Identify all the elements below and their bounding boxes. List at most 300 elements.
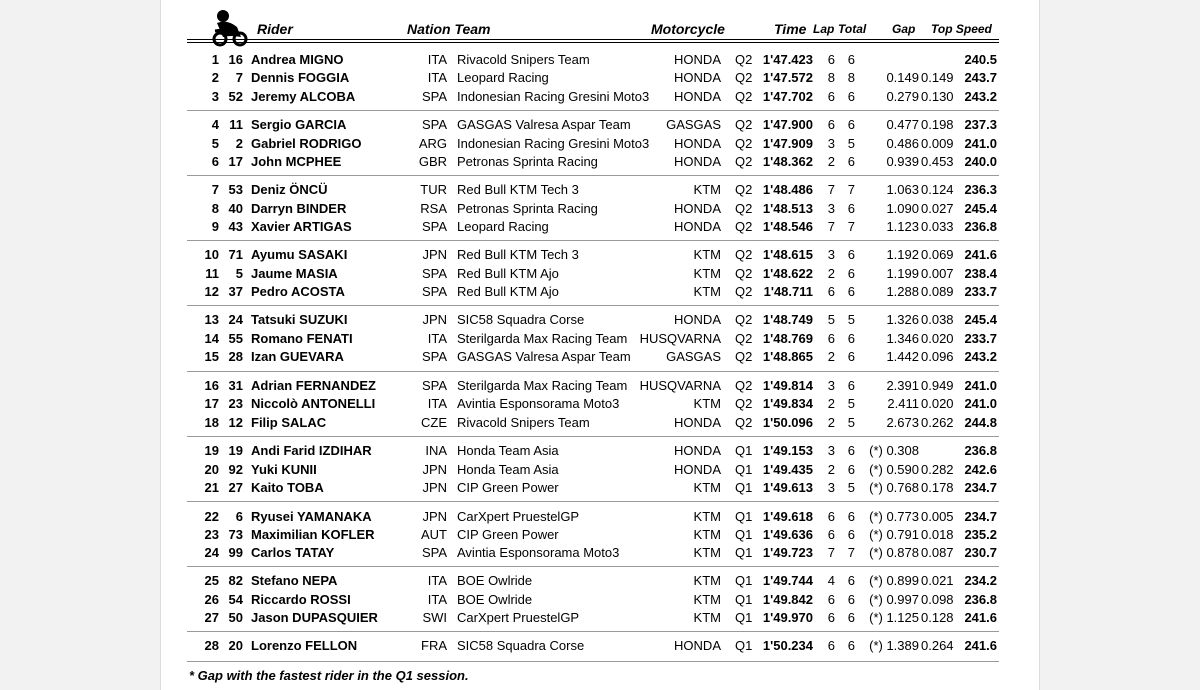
top-speed: 237.3: [964, 117, 997, 132]
total-laps: 7: [847, 182, 855, 197]
gap-to-first: (*) 0.878: [869, 545, 919, 560]
group-separator: [187, 240, 999, 241]
top-speed: 240.0: [964, 154, 997, 169]
gap-to-previous: 0.130: [921, 89, 954, 104]
rider-name: John MCPHEE: [251, 154, 342, 169]
header-rule: [187, 39, 999, 40]
rider-number: 53: [228, 182, 243, 197]
motorcycle-brand: KTM: [693, 610, 721, 625]
rider-position: 20: [204, 462, 219, 477]
rider-number: 43: [228, 219, 243, 234]
motorcycle-brand: KTM: [693, 396, 721, 411]
rider-number: 73: [228, 527, 243, 542]
top-speed: 234.7: [964, 509, 997, 524]
header-top-speed: Top Speed: [931, 22, 992, 36]
gap-to-previous: 0.453: [921, 154, 954, 169]
rider-position: 25: [204, 573, 219, 588]
rider-position: 11: [205, 266, 219, 281]
gap-to-first: 2.411: [887, 396, 919, 411]
header-rider: Rider: [257, 21, 293, 37]
best-lap-number: 2: [827, 415, 835, 430]
motorcycle-brand: HONDA: [674, 89, 721, 104]
total-laps: 6: [847, 462, 855, 477]
top-speed: 236.3: [964, 182, 997, 197]
top-speed: 241.6: [964, 247, 997, 262]
motorcycle-brand: HONDA: [674, 638, 721, 653]
rider-number: 92: [228, 462, 243, 477]
team-name: Rivacold Snipers Team: [457, 415, 590, 430]
rider-position: 23: [204, 527, 219, 542]
total-laps: 6: [847, 638, 855, 653]
session-label: Q2: [735, 266, 753, 281]
top-speed: 241.0: [964, 136, 997, 151]
table-row: [187, 219, 999, 237]
gap-to-previous: 0.096: [921, 349, 954, 364]
rider-name: Stefano NEPA: [251, 573, 338, 588]
session-label: Q2: [735, 136, 753, 151]
rider-name: Kaito TOBA: [251, 480, 324, 495]
lap-time: 1'48.615: [762, 247, 813, 262]
top-speed: 234.7: [964, 480, 997, 495]
total-laps: 6: [847, 117, 855, 132]
gap-to-previous: 0.009: [921, 136, 954, 151]
table-row: [187, 527, 999, 545]
session-label: Q2: [735, 154, 753, 169]
total-laps: 5: [847, 396, 855, 411]
motorcycle-rider-icon: [209, 7, 249, 47]
table-row: [187, 480, 999, 498]
best-lap-number: 7: [827, 219, 835, 234]
team-name: SIC58 Squadra Corse: [457, 638, 585, 653]
rider-name: Jaume MASIA: [251, 266, 338, 281]
gap-to-previous: 0.007: [921, 266, 954, 281]
rider-number: 27: [228, 480, 243, 495]
table-row: [187, 573, 999, 591]
table-row: [187, 331, 999, 349]
footnote: * Gap with the fastest rider in the Q1 session.: [189, 668, 469, 683]
lap-time: 1'49.723: [762, 545, 813, 560]
group-separator: [187, 371, 999, 372]
rider-name: Riccardo ROSSI: [251, 592, 351, 607]
total-laps: 6: [847, 284, 855, 299]
lap-time: 1'49.834: [762, 396, 813, 411]
total-laps: 7: [847, 219, 855, 234]
rider-number: 23: [228, 396, 243, 411]
top-speed: 236.8: [964, 443, 997, 458]
best-lap-number: 6: [827, 117, 835, 132]
results-sheet: [160, 0, 1040, 690]
team-name: SIC58 Squadra Corse: [457, 312, 585, 327]
total-laps: 5: [847, 312, 855, 327]
table-row: [187, 52, 999, 70]
best-lap-number: 6: [827, 610, 835, 625]
rider-position: 26: [204, 592, 219, 607]
table-row: [187, 545, 999, 563]
total-laps: 5: [847, 415, 855, 430]
motorcycle-brand: HONDA: [674, 201, 721, 216]
rider-position: 13: [204, 312, 219, 327]
gap-to-first: (*) 0.997: [869, 592, 919, 607]
gap-to-previous: 0.027: [921, 201, 954, 216]
best-lap-number: 3: [827, 378, 835, 393]
team-name: Red Bull KTM Ajo: [457, 284, 559, 299]
total-laps: 6: [847, 52, 855, 67]
gap-to-previous: 0.178: [921, 480, 954, 495]
total-laps: 6: [847, 266, 855, 281]
lap-time: 1'49.970: [762, 610, 813, 625]
gap-to-first: 0.939: [886, 154, 919, 169]
lap-time: 1'49.153: [762, 443, 813, 458]
gap-to-previous: 0.949: [921, 378, 954, 393]
table-row: [187, 378, 999, 396]
rider-name: Pedro ACOSTA: [251, 284, 345, 299]
team-name: Indonesian Racing Gresini Moto3: [457, 89, 650, 104]
rider-position: 17: [204, 396, 219, 411]
rider-number: 5: [235, 266, 243, 281]
motorcycle-brand: HONDA: [674, 443, 721, 458]
rider-position: 19: [204, 443, 219, 458]
nation-code: GBR: [418, 154, 447, 169]
lap-time: 1'50.234: [762, 638, 813, 653]
team-name: Indonesian Racing Gresini Moto3: [457, 136, 650, 151]
team-name: CarXpert PruestelGP: [457, 610, 580, 625]
rider-name: Deniz ÖNCÜ: [251, 182, 328, 197]
session-label: Q2: [735, 349, 753, 364]
gap-to-first: 1.346: [886, 331, 919, 346]
rider-number: 54: [228, 592, 243, 607]
team-name: Rivacold Snipers Team: [457, 52, 590, 67]
nation-code: SPA: [421, 266, 447, 281]
gap-to-previous: 0.198: [921, 117, 954, 132]
top-speed: 241.0: [964, 378, 997, 393]
rider-position: 14: [204, 331, 219, 346]
best-lap-number: 8: [827, 70, 835, 85]
group-separator: [187, 305, 999, 306]
table-row: [187, 312, 999, 330]
gap-to-previous: 0.033: [921, 219, 954, 234]
nation-code: ITA: [427, 331, 447, 346]
rider-number: 31: [228, 378, 243, 393]
lap-time: 1'50.096: [762, 415, 813, 430]
motorcycle-brand: HONDA: [674, 219, 721, 234]
gap-to-first: 2.673: [886, 415, 919, 430]
nation-code: FRA: [421, 638, 447, 653]
table-row: [187, 201, 999, 219]
nation-code: AUT: [421, 527, 447, 542]
rider-name: Adrian FERNANDEZ: [251, 378, 376, 393]
rider-position: 2: [211, 70, 219, 85]
top-speed: 241.6: [964, 638, 997, 653]
rider-position: 24: [204, 545, 219, 560]
top-speed: 245.4: [964, 312, 997, 327]
nation-code: ITA: [427, 573, 447, 588]
gap-to-first: (*) 0.899: [869, 573, 919, 588]
rider-position: 21: [204, 480, 219, 495]
gap-to-first: (*) 0.791: [869, 527, 919, 542]
gap-to-previous: 0.018: [921, 527, 954, 542]
rider-position: 10: [204, 247, 219, 262]
nation-code: SPA: [421, 284, 447, 299]
nation-code: RSA: [420, 201, 447, 216]
rider-number: 6: [235, 509, 243, 524]
group-separator: [187, 436, 999, 437]
table-row: [187, 70, 999, 88]
total-laps: 8: [847, 70, 855, 85]
top-speed: 240.5: [964, 52, 997, 67]
best-lap-number: 2: [827, 349, 835, 364]
best-lap-number: 3: [827, 247, 835, 262]
rider-name: Izan GUEVARA: [251, 349, 344, 364]
gap-to-first: 0.486: [886, 136, 919, 151]
team-name: Red Bull KTM Ajo: [457, 266, 559, 281]
motorcycle-brand: HONDA: [674, 462, 721, 477]
motorcycle-brand: KTM: [693, 480, 721, 495]
best-lap-number: 2: [827, 266, 835, 281]
rider-number: 20: [228, 638, 243, 653]
motorcycle-brand: KTM: [693, 509, 721, 524]
top-speed: 234.2: [964, 573, 997, 588]
motorcycle-brand: KTM: [693, 545, 721, 560]
rider-number: 19: [228, 443, 243, 458]
team-name: CIP Green Power: [457, 527, 559, 542]
gap-to-previous: 0.262: [921, 415, 954, 430]
gap-to-previous: 0.020: [921, 331, 954, 346]
best-lap-number: 6: [827, 509, 835, 524]
group-separator: [187, 175, 999, 176]
header-total: Total: [838, 22, 867, 36]
gap-to-first: (*) 0.768: [869, 480, 919, 495]
team-name: Leopard Racing: [457, 70, 549, 85]
gap-to-previous: 0.282: [921, 462, 954, 477]
gap-to-first: 1.442: [886, 349, 919, 364]
best-lap-number: 6: [827, 331, 835, 346]
motorcycle-brand: HONDA: [674, 136, 721, 151]
rider-name: Ayumu SASAKI: [251, 247, 348, 262]
table-row: [187, 509, 999, 527]
session-label: Q1: [735, 592, 753, 607]
best-lap-number: 6: [827, 284, 835, 299]
top-speed: 236.8: [964, 592, 997, 607]
gap-to-first: 0.149: [886, 70, 919, 85]
gap-to-previous: 0.128: [921, 610, 954, 625]
table-row: [187, 266, 999, 284]
lap-time: 1'47.900: [762, 117, 813, 132]
gap-to-previous: 0.021: [921, 573, 954, 588]
nation-code: SPA: [421, 349, 447, 364]
rider-number: 82: [228, 573, 243, 588]
rider-name: Romano FENATI: [251, 331, 353, 346]
table-row: [187, 136, 999, 154]
total-laps: 6: [847, 349, 855, 364]
gap-to-first: 1.090: [886, 201, 919, 216]
rider-name: Darryn BINDER: [251, 201, 347, 216]
motorcycle-brand: HONDA: [674, 312, 721, 327]
session-label: Q2: [735, 415, 753, 430]
rider-name: Jason DUPASQUIER: [251, 610, 378, 625]
team-name: Avintia Esponsorama Moto3: [457, 545, 620, 560]
lap-time: 1'48.486: [762, 182, 813, 197]
rider-position: 3: [211, 89, 219, 104]
rider-name: Xavier ARTIGAS: [251, 219, 352, 234]
table-row: [187, 117, 999, 135]
gap-to-first: (*) 1.389: [869, 638, 919, 653]
nation-code: SPA: [421, 89, 447, 104]
team-name: Petronas Sprinta Racing: [457, 201, 598, 216]
nation-code: ITA: [427, 52, 447, 67]
nation-code: SPA: [421, 378, 447, 393]
best-lap-number: 7: [827, 545, 835, 560]
session-label: Q1: [735, 443, 753, 458]
top-speed: 236.8: [964, 219, 997, 234]
motorcycle-brand: HUSQVARNA: [639, 331, 721, 346]
gap-to-previous: 0.005: [921, 509, 954, 524]
top-speed: 233.7: [964, 284, 997, 299]
nation-code: ITA: [427, 396, 447, 411]
total-laps: 6: [847, 509, 855, 524]
total-laps: 5: [847, 480, 855, 495]
total-laps: 6: [847, 527, 855, 542]
rider-position: 8: [211, 201, 219, 216]
nation-code: SPA: [421, 219, 447, 234]
rider-number: 52: [228, 89, 243, 104]
team-name: CarXpert PruestelGP: [457, 509, 580, 524]
motorcycle-brand: KTM: [693, 182, 721, 197]
session-label: Q2: [735, 284, 753, 299]
rider-name: Andrea MIGNO: [251, 52, 344, 67]
nation-code: ARG: [418, 136, 447, 151]
motorcycle-brand: GASGAS: [666, 349, 721, 364]
session-label: Q2: [735, 89, 753, 104]
best-lap-number: 2: [827, 462, 835, 477]
best-lap-number: 7: [827, 182, 835, 197]
top-speed: 243.2: [964, 349, 997, 364]
rider-number: 12: [228, 415, 243, 430]
table-row: [187, 154, 999, 172]
total-laps: 6: [847, 247, 855, 262]
nation-code: CZE: [421, 415, 447, 430]
session-label: Q1: [735, 573, 753, 588]
table-row: [187, 247, 999, 265]
best-lap-number: 6: [827, 527, 835, 542]
table-row: [187, 284, 999, 302]
nation-code: INA: [425, 443, 447, 458]
rider-name: Andi Farid IZDIHAR: [251, 443, 372, 458]
gap-to-previous: 0.089: [921, 284, 954, 299]
top-speed: 230.7: [964, 545, 997, 560]
gap-to-first: (*) 0.308: [869, 443, 919, 458]
rider-position: 28: [204, 638, 219, 653]
nation-code: JPN: [422, 509, 447, 524]
session-label: Q2: [735, 182, 753, 197]
rider-number: 17: [228, 154, 243, 169]
nation-code: JPN: [422, 480, 447, 495]
table-row: [187, 349, 999, 367]
nation-code: SPA: [421, 117, 447, 132]
rider-name: Tatsuki SUZUKI: [251, 312, 348, 327]
rider-number: 24: [228, 312, 243, 327]
table-row: [187, 89, 999, 107]
rider-name: Sergio GARCIA: [251, 117, 347, 132]
session-label: Q1: [735, 480, 753, 495]
lap-time: 1'47.909: [762, 136, 813, 151]
rider-position: 15: [204, 349, 219, 364]
rider-number: 11: [229, 117, 243, 132]
top-speed: 243.7: [964, 70, 997, 85]
gap-to-first: (*) 0.773: [869, 509, 919, 524]
best-lap-number: 3: [827, 480, 835, 495]
team-name: CIP Green Power: [457, 480, 559, 495]
gap-to-first: 0.279: [886, 89, 919, 104]
lap-time: 1'48.546: [762, 219, 813, 234]
rider-position: 7: [211, 182, 219, 197]
total-laps: 6: [847, 331, 855, 346]
gap-to-first: 1.192: [886, 247, 919, 262]
rider-position: 27: [204, 610, 219, 625]
header-nation-team: Nation Team: [407, 21, 491, 37]
motorcycle-brand: KTM: [693, 284, 721, 299]
session-label: Q1: [735, 610, 753, 625]
gap-to-first: 1.063: [886, 182, 919, 197]
motorcycle-brand: HUSQVARNA: [639, 378, 721, 393]
gap-to-previous: 0.149: [921, 70, 954, 85]
team-name: GASGAS Valresa Aspar Team: [457, 349, 631, 364]
top-speed: 241.6: [964, 610, 997, 625]
header-motorcycle: Motorcycle: [651, 21, 725, 37]
motorcycle-brand: HONDA: [674, 70, 721, 85]
top-speed: 244.8: [964, 415, 997, 430]
team-name: BOE Owlride: [457, 592, 533, 607]
table-row: [187, 610, 999, 628]
best-lap-number: 6: [827, 638, 835, 653]
rider-name: Filip SALAC: [251, 415, 327, 430]
session-label: Q2: [735, 331, 753, 346]
best-lap-number: 4: [827, 573, 835, 588]
motorcycle-brand: GASGAS: [666, 117, 721, 132]
rider-number: 7: [235, 70, 243, 85]
gap-to-first: 1.199: [886, 266, 919, 281]
lap-time: 1'47.572: [762, 70, 813, 85]
team-name: Red Bull KTM Tech 3: [457, 182, 579, 197]
top-speed: 241.0: [964, 396, 997, 411]
best-lap-number: 6: [827, 592, 835, 607]
group-separator: [187, 110, 999, 111]
team-name: Honda Team Asia: [457, 443, 559, 458]
rider-number: 50: [228, 610, 243, 625]
total-laps: 6: [847, 610, 855, 625]
gap-to-first: 2.391: [886, 378, 919, 393]
lap-time: 1'48.711: [763, 284, 813, 299]
rider-number: 55: [228, 331, 243, 346]
session-label: Q2: [735, 247, 753, 262]
total-laps: 7: [847, 545, 855, 560]
best-lap-number: 3: [827, 136, 835, 151]
motorcycle-brand: KTM: [693, 266, 721, 281]
lap-time: 1'49.814: [762, 378, 813, 393]
session-label: Q2: [735, 70, 753, 85]
lap-time: 1'49.435: [762, 462, 813, 477]
rider-name: Yuki KUNII: [251, 462, 317, 477]
motorcycle-brand: KTM: [693, 573, 721, 588]
session-label: Q2: [735, 52, 753, 67]
table-row: [187, 182, 999, 200]
top-speed: 235.2: [964, 527, 997, 542]
session-label: Q1: [735, 527, 753, 542]
nation-code: JPN: [422, 247, 447, 262]
lap-time: 1'47.423: [762, 52, 813, 67]
total-laps: 6: [847, 201, 855, 216]
team-name: Sterilgarda Max Racing Team: [457, 378, 628, 393]
total-laps: 6: [847, 89, 855, 104]
